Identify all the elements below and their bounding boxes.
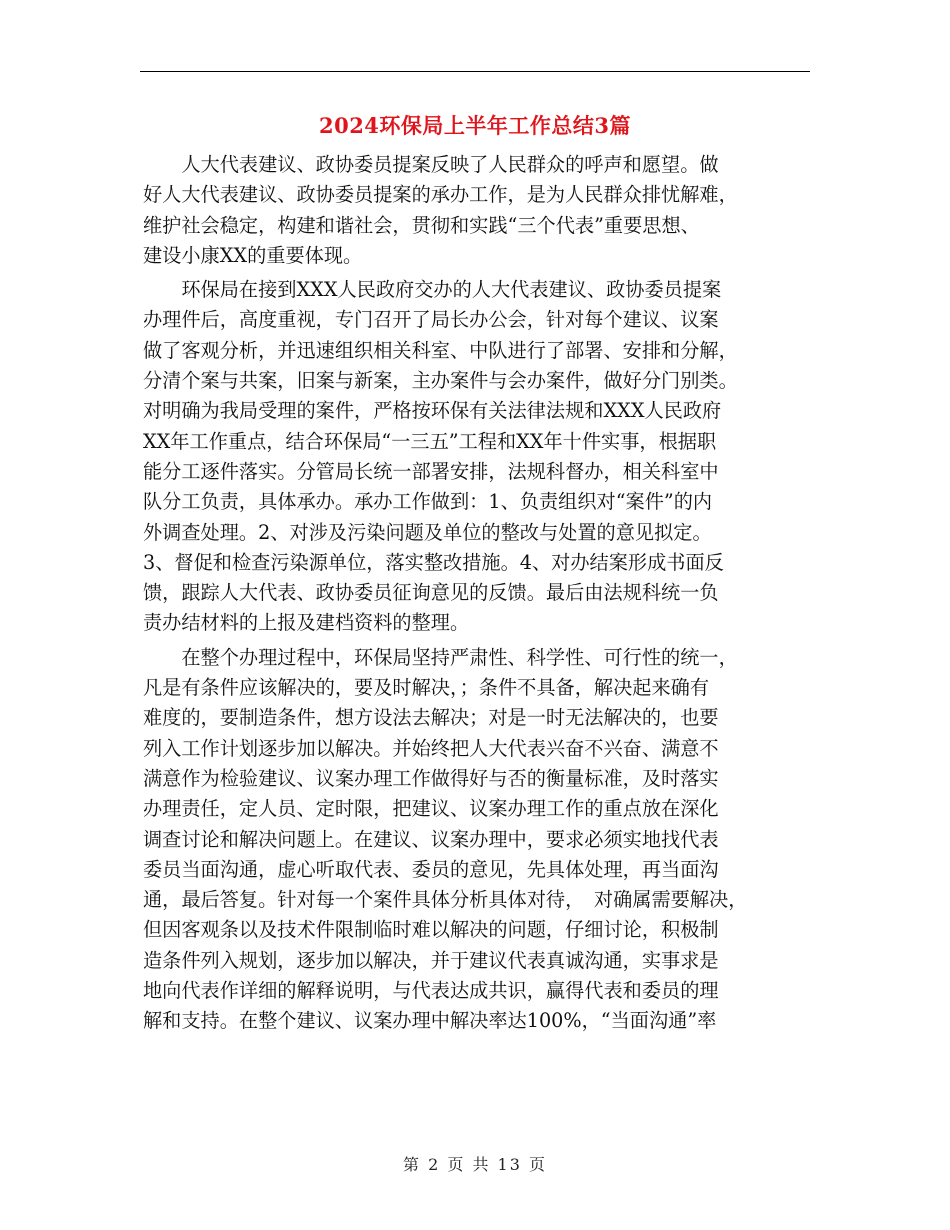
text-line: 满意作为检验建议、议案办理工作做得好与否的衡量标准，及时落实 (143, 766, 719, 790)
paragraph-2 (143, 275, 811, 639)
text-line: 难度的，要制造条件，想方设法去解决；对是一时无法解决的，也要 (143, 706, 719, 730)
text-line: 列入工作计划逐步加以解决。并始终把人大代表兴奋不兴奋、满意不 (143, 736, 719, 760)
text-line: XX年工作重点，结合环保局“一三五”工程和XX年十件实事，根据职 (143, 429, 717, 453)
text-line: 凡是有条件应该解决的，要及时解决，；条件不具备，解决起来确有 (143, 676, 710, 700)
text-line: 外调查处理。2、对涉及污染问题及单位的整改与处置的意见拟定。 (143, 520, 712, 544)
text-line: 建设小康XX的重要体现。 (143, 243, 363, 267)
header-rule (140, 71, 810, 72)
text-line: 做了客观分析，并迅速组织相关科室、中队进行了部署、安排和分解， (143, 338, 738, 362)
text-line: 责办结材料的上报及建档资料的整理。 (143, 611, 470, 635)
text-line: 人大代表建议、政协委员提案反映了人民群众的呼声和愿望。做 (143, 153, 719, 176)
text-line: 解和支持。在整个建议、议案办理中解决率达100%，“当面沟通”率 (143, 1009, 717, 1033)
text-line: 3、督促和检查污染源单位，落实整改措施。4、对办结案形成书面反 (143, 550, 724, 574)
text-line: 委员当面沟通，虚心听取代表、委员的意见，先具体处理，再当面沟 (143, 857, 719, 881)
text-line: 但因客观条以及技术件限制临时难以解决的问题，仔细讨论，积极制 (143, 918, 719, 942)
document-body (143, 150, 811, 1037)
text-line: 办理责任，定人员、定时限，把建议、议案办理工作的重点放在深化 (143, 797, 719, 821)
text-line: 好人大代表建议、政协委员提案的承办工作，是为人民群众排忧解难， (143, 183, 738, 207)
text-line: 地向代表作详细的解释说明，与代表达成共识，赢得代表和委员的理 (143, 979, 719, 1003)
text-line: 分清个案与共案，旧案与新案，主办案件与会办案件，做好分门别类。 (143, 369, 738, 393)
text-line: 馈，跟踪人大代表、政协委员征询意见的反馈。最后由法规科统一负 (143, 581, 719, 605)
text-line: 办理件后，高度重视，专门召开了局长办公会，针对每个建议、议案 (143, 308, 719, 332)
text-line: 调查讨论和解决问题上。在建议、议案办理中，要求必须实地找代表 (143, 827, 719, 851)
text-line: 在整个办理过程中，环保局坚持严肃性、科学性、可行性的统一， (143, 645, 738, 669)
text-line: 对明确为我局受理的案件，严格按环保有关法律法规和XXX人民政府 (143, 399, 722, 423)
page-number: 第 2 页 共 13 页 (403, 1155, 547, 1174)
text-line: 维护社会稳定，构建和谐社会，贯彻和实践“三个代表”重要思想、 (143, 213, 700, 237)
text-line: 造条件列入规划，逐步加以解决，并于建议代表真诚沟通，实事求是 (143, 948, 719, 972)
text-line: 队分工负责，具体承办。承办工作做到：1、负责组织对“案件”的内 (143, 490, 713, 514)
paragraph-3 (143, 643, 811, 1037)
text-line: 通，最后答复。针对每一个案件具体分析具体对待， 对确属需要解决， (143, 888, 748, 912)
paragraph-1 (143, 150, 811, 271)
text-line: 能分工逐件落实。分管局长统一部署安排，法规科督办，相关科室中 (143, 459, 719, 483)
document-title: 2024环保局上半年工作总结3篇 (318, 113, 632, 138)
text-line: 环保局在接到XXX人民政府交办的人大代表建议、政协委员提案 (143, 278, 722, 302)
